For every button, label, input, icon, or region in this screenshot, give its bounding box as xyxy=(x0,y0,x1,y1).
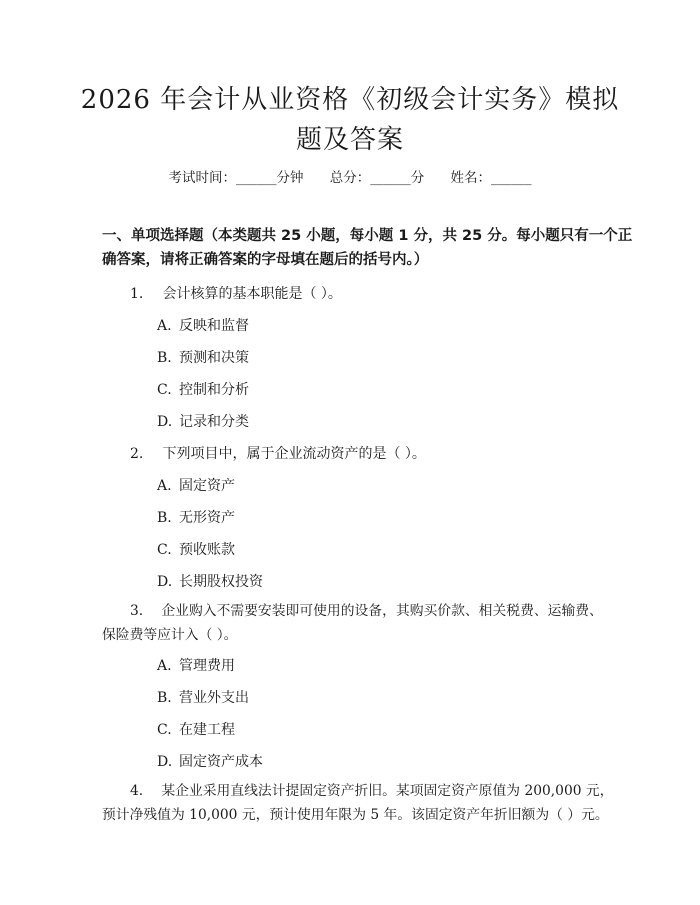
option-letter: C. xyxy=(157,382,172,398)
question-1-option-a xyxy=(157,315,249,335)
question-1-option-d xyxy=(157,411,249,431)
option-letter: C. xyxy=(157,722,172,738)
option-letter: B. xyxy=(157,350,172,366)
question-number: 2. xyxy=(130,446,144,462)
question-3 xyxy=(102,599,602,647)
question-number: 1. xyxy=(130,286,144,302)
question-2-option-a xyxy=(157,475,235,495)
question-text-line-2: 保险费等应计入（ ）。 xyxy=(102,627,238,643)
question-1 xyxy=(130,283,342,303)
question-3-option-c xyxy=(157,719,235,739)
question-text: 会计核算的基本职能是（ ）。 xyxy=(162,286,342,302)
option-letter: D. xyxy=(157,414,173,430)
option-text: 控制和分析 xyxy=(179,382,249,398)
question-text-line-2: 预计净残值为 10,000 元，预计使用年限为 5 年。该固定资产年折旧额为（ ）元。 xyxy=(102,807,609,823)
option-text: 固定资产 xyxy=(179,478,235,494)
option-text: 长期股权投资 xyxy=(179,574,263,590)
name-field: 姓名：______ xyxy=(450,170,532,186)
option-text: 管理费用 xyxy=(179,658,235,674)
option-text: 在建工程 xyxy=(179,722,235,738)
question-2-option-d xyxy=(157,571,263,591)
question-2 xyxy=(130,443,426,463)
option-text: 无形资产 xyxy=(179,510,235,526)
question-1-option-b xyxy=(157,347,249,367)
question-text-line-1: 3. 企业购入不需要安装即可使用的设备，其购买价款、相关税费、运输费、 xyxy=(130,603,603,619)
option-text: 记录和分类 xyxy=(179,414,249,430)
option-text: 固定资产成本 xyxy=(179,754,263,770)
page-title xyxy=(60,80,640,160)
title-line-1: 2026 年会计从业资格《初级会计实务》模拟 xyxy=(80,85,620,115)
question-text: 下列项目中，属于企业流动资产的是（ ）。 xyxy=(162,446,426,462)
option-letter: A. xyxy=(157,658,172,674)
section-heading-line-2: 确答案，请将正确答案的字母填在题后的括号内。） xyxy=(102,252,429,268)
option-letter: C. xyxy=(157,542,172,558)
question-3-option-d xyxy=(157,751,263,771)
section-heading xyxy=(102,224,633,272)
option-letter: A. xyxy=(157,478,172,494)
question-4 xyxy=(102,779,614,827)
option-text: 营业外支出 xyxy=(179,690,249,706)
question-1-option-c xyxy=(157,379,249,399)
option-letter: D. xyxy=(157,754,173,770)
question-3-option-a xyxy=(157,655,235,675)
section-heading-line-1: 一、单项选择题（本类题共 25 小题，每小题 1 分，共 25 分。每小题只有一个正 xyxy=(102,228,633,244)
question-3-option-b xyxy=(157,687,249,707)
option-letter: B. xyxy=(157,690,172,706)
option-text: 预测和决策 xyxy=(179,350,249,366)
exam-time-field: 考试时间：______分钟 xyxy=(168,170,304,186)
question-2-option-c xyxy=(157,539,235,559)
title-line-2: 题及答案 xyxy=(295,125,404,155)
total-score-field: 总分：______分 xyxy=(329,170,425,186)
option-text: 预收账款 xyxy=(179,542,235,558)
option-letter: D. xyxy=(157,574,173,590)
question-2-option-b xyxy=(157,507,235,527)
exam-meta xyxy=(0,166,700,186)
question-text-line-1: 4. 某企业采用直线法计提固定资产折旧。某项固定资产原值为 200,000 元， xyxy=(130,783,614,799)
option-letter: B. xyxy=(157,510,172,526)
option-letter: A. xyxy=(157,318,172,334)
option-text: 反映和监督 xyxy=(179,318,249,334)
